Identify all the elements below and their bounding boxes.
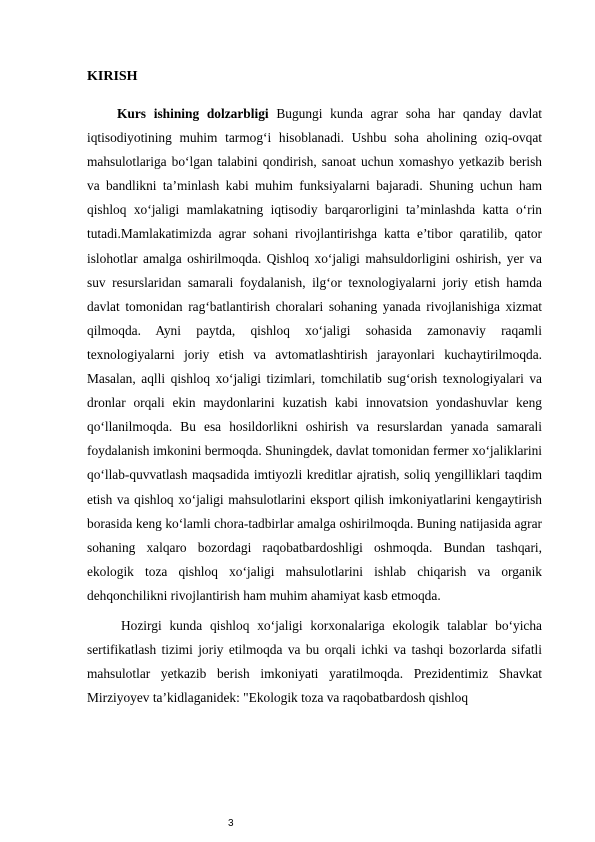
paragraph-lead-bold: Kurs ishining dolzarbligi [117, 106, 269, 121]
page-number: 3 [228, 818, 234, 829]
section-heading: KIRISH [87, 69, 138, 84]
paragraph-text: Bugungi kunda agrar soha har qanday davlat iqtisodiyotining muhim tarmog‘i hisoblanadi. Ushbu soha aholining oziq-ovqat mahsulotlariga bo‘lgan talabini qondirish, sanoat uchun xomashyo yetkazib berish va bandlikni ta’minlash kabi muhim funksiyalarni bajaradi. Shuning uchun ham qishloq xo‘jaligi mamlakatning iqtisodiy barqarorligini ta’minlashda katta o‘rin tutadi.Mamlakatimizda agrar sohani rivojlantirishga katta e’tibor qaratilib, qator islohotlar amalga oshirilmoqda. Qishloq xo‘jaligi mahsuldorligini oshirish, yer va suv resurslaridan samarali foydalanish, ilg‘or texnologiyalarni joriy etish hamda davlat tomonidan rag‘batlantirish choralari sohaning yanada rivojlanishiga xizmat qilmoqda. Ayni paytda, qishloq xo‘jaligi sohasida zamonaviy raqamli texnologiyalarni joriy etish va avtomatlashtirish jarayonlari kuchaytirilmoqda. Masalan, aqlli qishloq xo‘jaligi tizimlari, tomchilatib sug‘orish texnologiyalari va dronlar orqali ekin maydonlarini kuzatish kabi innovatsion yondashuvlar keng qo‘llanilmoqda. Bu esa hosildorlikni oshirish va resurslardan yanada samarali foydalanish imkonini bermoqda. Shuningdek, davlat tomonidan fermer xo‘jaliklarini qo‘llab-quvvatlash maqsadida imtiyozli kreditlar ajratish, soliq yengilliklari taqdim etish va qishloq xo‘jaligi mahsulotlarini eksport qilish imkoniyatlarini kengaytirish borasida keng ko‘lamli chora-tadbirlar amalga oshirilmoqda. Buning natijasida agrar sohaning xalqaro bozordagi raqobatbardoshligi oshmoqda. Bundan tashqari, ekologik toza qishloq xo‘jaligi mahsulotlarini ishlab chiqarish va organik dehqonchilikni rivojlantirish ham muhim ahamiyat kasb etmoqda. [87, 106, 542, 603]
paragraph-relevance [87, 102, 542, 608]
body-text [87, 102, 542, 710]
paragraph-certification [87, 614, 542, 710]
paragraph-text: Hozirgi kunda qishloq xo‘jaligi korxonalariga ekologik talablar bo‘yicha sertifikatlash tizimi joriy etilmoqda va bu orqali ichki va tashqi bozorlarda sifatli mahsulotlar yetkazib berish imkoniyati yaratilmoqda. Prezidentimiz Shavkat Mirziyoyev ta’kidlaganidek: "Ekologik toza va raqobatbardosh qishloq [87, 617, 542, 706]
